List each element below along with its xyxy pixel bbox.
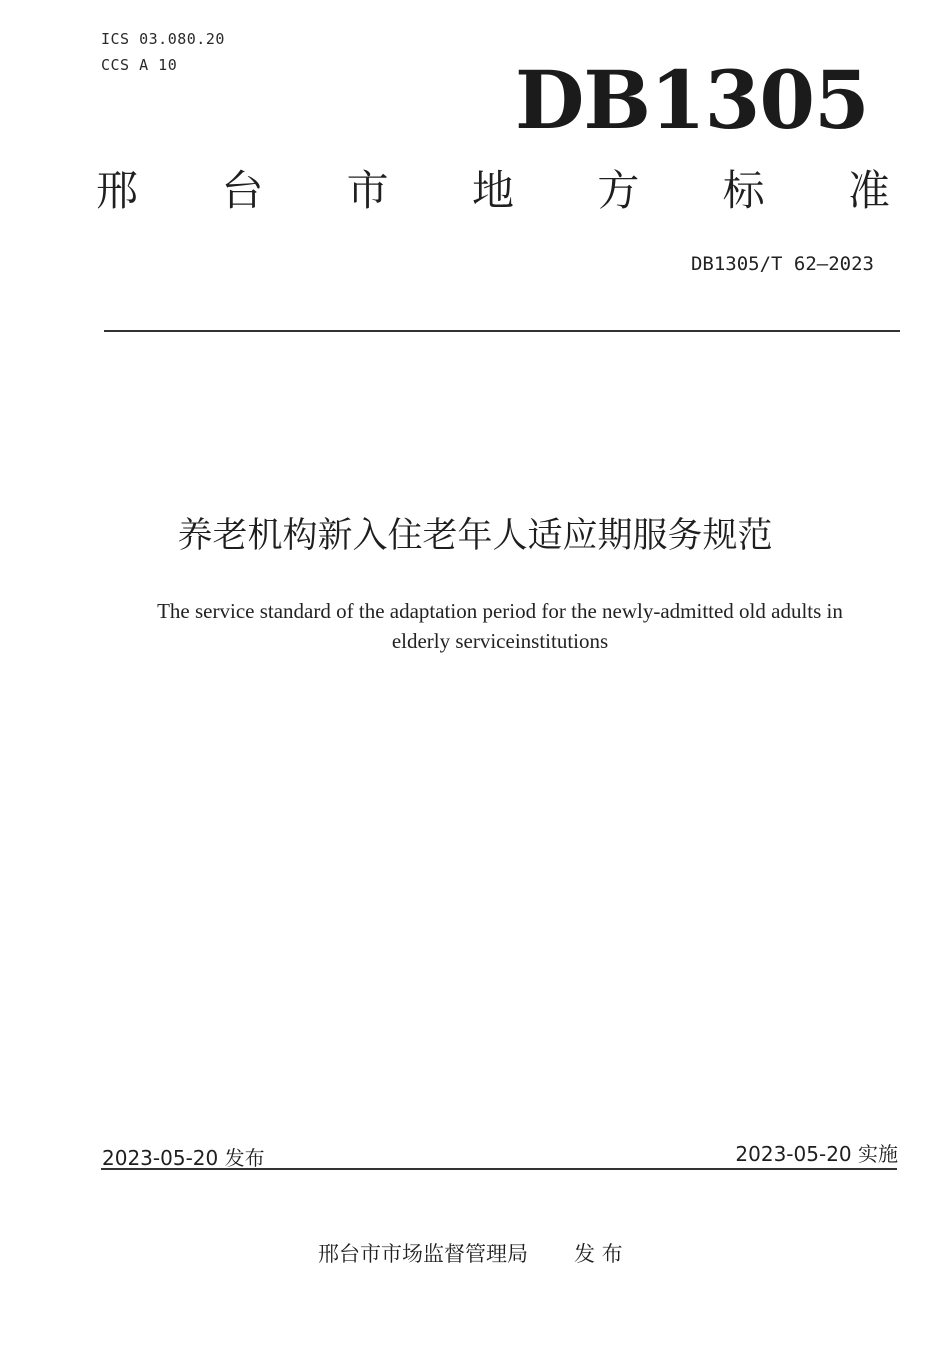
standard-code-logo: DB1305 <box>515 53 869 147</box>
document-title-en-line1: The service standard of the adaptation period for the newly-admitted old adults in <box>157 599 843 623</box>
document-title-cn: 养老机构新入住老年人适应期服务规范 <box>177 516 773 556</box>
standard-type-char: 市 <box>346 166 389 215</box>
ccs-code: CCS A 10 <box>101 56 178 74</box>
standard-type-char: 台 <box>221 166 264 215</box>
standard-type-char: 准 <box>847 166 890 215</box>
issuer-line <box>318 1238 623 1268</box>
standard-type-char: 标 <box>722 166 765 215</box>
document-title-en <box>120 596 880 656</box>
standard-number: DB1305/T 62—2023 <box>690 253 874 275</box>
top-divider <box>104 330 900 332</box>
implement-date: 2023-05-20 实施 <box>735 1142 898 1166</box>
ics-code: ICS 03.080.20 <box>101 30 225 48</box>
standard-type-title <box>96 166 890 215</box>
standard-type-char: 方 <box>597 166 640 215</box>
issue-label: 发 布 <box>574 1242 623 1266</box>
publish-date: 2023-05-20 发布 <box>102 1146 265 1170</box>
bottom-divider <box>101 1168 897 1170</box>
issuer-name: 邢台市市场监督管理局 <box>318 1242 528 1266</box>
document-title-en-line2: elderly serviceinstitutions <box>391 629 609 653</box>
standard-type-char: 邢 <box>96 166 139 215</box>
standard-type-char: 地 <box>471 166 514 215</box>
